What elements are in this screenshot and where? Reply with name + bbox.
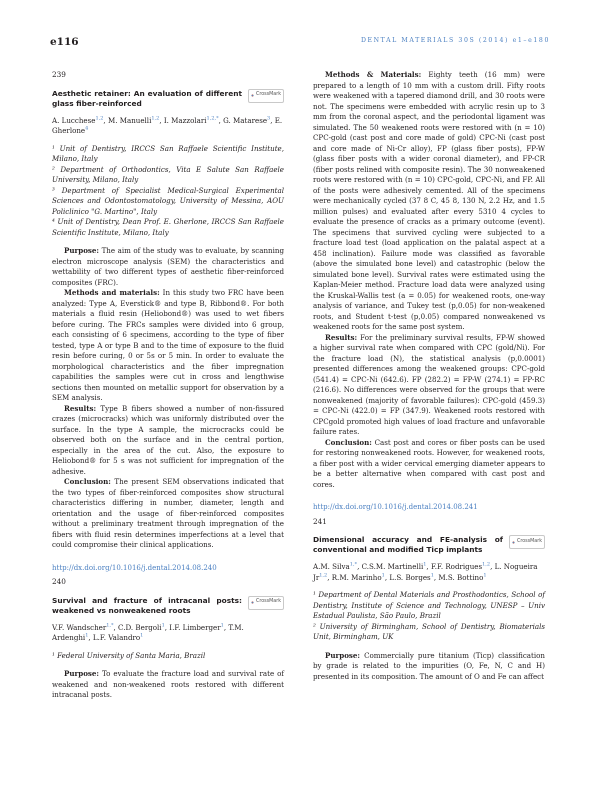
- crossmark-icon: [251, 598, 254, 607]
- author: C.D. Bergoli: [118, 622, 162, 632]
- affiliation: ³ Department of Specialist Medical-Surgical Experimental Sciences and Odontostomatology, University of Messina, AOU Policlinico "G. Martino", Italy: [52, 185, 284, 216]
- paragraph-purpose: Purpose: Commercially pure titanium (Ticp) classification by grade is related to the impurities (O, Fe, N, C and H) presented in its composition. The amount of O and Fe can affect: [313, 650, 545, 681]
- author: I.F. Limberger: [169, 622, 221, 632]
- affiliation: ⁴ Unit of Dentistry, Dean Prof. E. Gherlone, IRCCS San Raffaele Scientific Institute, Milano, Italy: [52, 217, 284, 237]
- journal-running-title: DENTAL MATERIALS 30S (2014) e1–e180: [360, 37, 550, 44]
- affiliations: [313, 590, 545, 643]
- author: A. Lucchese: [52, 115, 96, 125]
- author: L.S. Borges: [389, 572, 431, 582]
- author: M. Manuelli: [107, 115, 152, 125]
- affiliation: ² University of Birmingham, School of Dentistry, Biomaterials Unit, Birmingham, UK: [313, 621, 545, 641]
- crossmark-label: CrossMark: [517, 538, 542, 544]
- author: V.F. Wandscher: [52, 622, 107, 632]
- paragraph-purpose: Purpose: The aim of the study was to evaluate, by scanning electron microscope analysis (SEM) the characteristics and wettability of two different types of aesthetic fiber-reinforced composites (FRC).: [52, 246, 284, 287]
- crossmark-badge[interactable]: [248, 89, 284, 103]
- article-title: Survival and fracture of intracanal posts: weakened vs nonweakened roots: [52, 595, 242, 615]
- crossmark-icon: [512, 538, 515, 547]
- crossmark-badge[interactable]: [248, 596, 284, 610]
- affiliation: ² Department of Orthodontics, Vita E Salute San Raffaele University, Milano, Italy: [52, 164, 284, 184]
- author: F.F. Rodrigues: [430, 562, 483, 571]
- author-list: A.M. Silva$^{1,*}$, C.S.M. Martinelli$^1$, F.F. Rodrigues$^{1,2}$, L. Nogueira Jr$^{1,2}$, R.M. Marinho$^1$, L.S. Borges$^1$, M.S. Bottino$^1$: [313, 561, 538, 582]
- right-column: [313, 70, 545, 682]
- author: R.M. Marinho: [331, 572, 382, 582]
- paragraph-conclusion: Conclusion: Cast post and cores or fiber posts can be used for restoring nonweakened roots. However, for weakened roots, a fiber post with a wider cervical emerging diameter appears to be a better alternative when compared with cast post and cores.: [313, 437, 545, 489]
- affiliation: ¹ Department of Dental Materials and Prosthodontics, School of Dentistry, Institute of Science and Technology, UNESP – Univ Estadual Paulista, São Paulo, Brazil: [313, 590, 545, 620]
- author: I. Mazzolari: [163, 115, 207, 125]
- paragraph-results: Results: Type B fibers showed a number of non-fissured crazes (microcracks) which was uniformly distributed over the surface. In the type A sample, the microcracks could be observed both on the surface and in the central portion, especially in the area of the cut. Also, the exposure to Heliobond® for 5 s was not sufficient for impregnation of the adhesive.: [52, 403, 284, 476]
- article-239: [52, 70, 284, 573]
- author: A.M. Silva: [313, 562, 350, 571]
- crossmark-icon: [251, 91, 254, 100]
- crossmark-label: CrossMark: [256, 92, 281, 98]
- doi-link[interactable]: http://dx.doi.org/10.1016/j.dental.2014.08.241: [313, 503, 478, 511]
- author: L. Nogueira Jr: [313, 562, 538, 582]
- author: M.S. Bottino: [438, 572, 484, 582]
- author: L.F. Valandro: [92, 633, 141, 642]
- author-list: V.F. Wandscher$^{1,*}$, C.D. Bergoli$^1$, I.F. Limberger$^1$, T.M. Ardenghi$^1$, L.F. Valandro$^1$: [52, 622, 244, 642]
- paragraph-results: Results: For the preliminary survival results, FP-W showed a higher survival rate when compared with CPC (gold/Ni). For the fracture load (N), the statistical analysis (p,0.0001) presented differences among the weakened groups: CPC-gold (541.4) = CPC-Ni (642.6). FP (282.2) = FP-W (274.1) = FP-RC (216.6). No differences were observed for the groups that were nonweakened (majority of favorable failures): CPC-gold (459.3) = CPC-Ni (422.0) = FP (347.9). Weakened roots restored with CPCgold promoted high values of load fracture and unfavorable failure rates.: [313, 332, 545, 436]
- author-list: A. Lucchese$^{1,2}$, M. Manuelli$^{1,2}$, I. Mazzolari$^{1,2,*}$, G. Matarese$^3$, E. Gherlone$^4$: [52, 115, 283, 135]
- crossmark-badge[interactable]: [509, 535, 545, 549]
- author: T.M. Ardenghi: [52, 622, 244, 642]
- article-number: 241: [313, 516, 327, 526]
- affiliation: ¹ Federal University of Santa Maria, Brazil: [52, 650, 206, 660]
- left-column: [52, 70, 284, 701]
- page-number: e116: [50, 36, 79, 48]
- paragraph-methods: Methods & Materials: Eighty teeth (16 mm) were prepared to a length of 10 mm with a custom drill. Fifty roots were weakened with a tapered diamond drill, and 30 roots were not. The specimens were embedded with acrylic resin up to 3 mm from the coronal aspect, and the periodontal ligament was simulated. The 50 weakened roots were restored with (n = 10) CPC-gold (cast post and core made of gold) CPC-Ni (cast post and core made of Ni-Cr alloy), FP (glass fiber posts), FP-W (glass fiber posts with a wider coronal diameter), and FP-CR (fiber posts relined with composite resin). The 30 nonweakened roots were restored with (n = 10) CPC-gold, CPC-Ni, and FP. All of the posts were adhesively cemented. All of the specimens were mechanically cycled (37 8 C, 45 8, 130 N, 2.2 Hz, and 1.5 million pulses) and evaluated after every 5310 4 cycles to evaluate the presence of cracks as a primary outcome (event). The specimens that survived cycling were subjected to a fracture load test (load application on the palatal aspect at a 458 inclination). Failure mode was classified as favorable (above the simulated bone level) and catastrophic (below the simulated bone level). Survival rates were estimated using the Kaplan-Meier method. Fracture load data were analyzed using the Kruskal-Wallis test (a = 0.05) for weakened roots, one-way analysis of variance, and Tukey test (p,0.05) for non-weakened roots, and Student t-test (p,0.05) compared nonweakened vs weakened roots for the same post system.: [313, 70, 546, 331]
- affiliation: ¹ Unit of Dentistry, IRCCS San Raffaele Scientific Institute, Milano, Italy: [52, 143, 284, 163]
- paragraph-purpose: Purpose: To evaluate the fracture load and survival rate of weakened and non-weakened roots restored with different intracanal posts.: [52, 669, 284, 699]
- crossmark-label: CrossMark: [256, 599, 281, 605]
- page-header: [50, 36, 550, 50]
- author: C.S.M. Martinelli: [361, 562, 424, 571]
- article-240-continued: [313, 70, 545, 513]
- affiliations: [52, 144, 284, 239]
- doi-link[interactable]: http://dx.doi.org/10.1016/j.dental.2014.08.240: [52, 563, 217, 572]
- article-title: Aesthetic retainer: An evaluation of different glass fiber-reinforced: [52, 88, 242, 108]
- article-number: 239: [52, 70, 66, 79]
- author: E. Gherlone: [52, 115, 283, 135]
- article-number: 240: [52, 577, 66, 586]
- affiliations: [52, 651, 284, 662]
- paragraph-methods: Methods and materials: In this study two FRC have been analyzed: Type A, Everstick® and type B, Ribbond®. For both materials a fluid resin (Heliobond®) was used to wet fibers before curing. The FRCs samples were divided into 6 group, each consisting of 6 specimens, according to the type of fiber tested, type A or type B and to the time of exposure to the fluid resin before curing, 0 or 5s or 5 min. In order to evaluate the morphological characteristics and the fiber impregnation capabilities the samples were cut in cross and lengthwise sections then mounted on metallic support for observation by a SEM analysis.: [52, 288, 284, 402]
- article-240: [52, 577, 284, 701]
- paragraph-conclusion: Conclusion: The present SEM observations indicated that the two types of fiber-reinforced composites show structural characteristics differing in number, diameter, length and orientation and the usage of fiber-reinforced composites without a preliminary treatment through impregnation of the fibers with fluid resin determines imperfections at a level that could compromise their clinical applications.: [52, 477, 284, 549]
- article-title: Dimensional accuracy and FE-analysis of conventional and modified Ticp implants: [313, 535, 503, 554]
- article-241: [313, 517, 545, 683]
- author: G. Matarese: [223, 115, 268, 125]
